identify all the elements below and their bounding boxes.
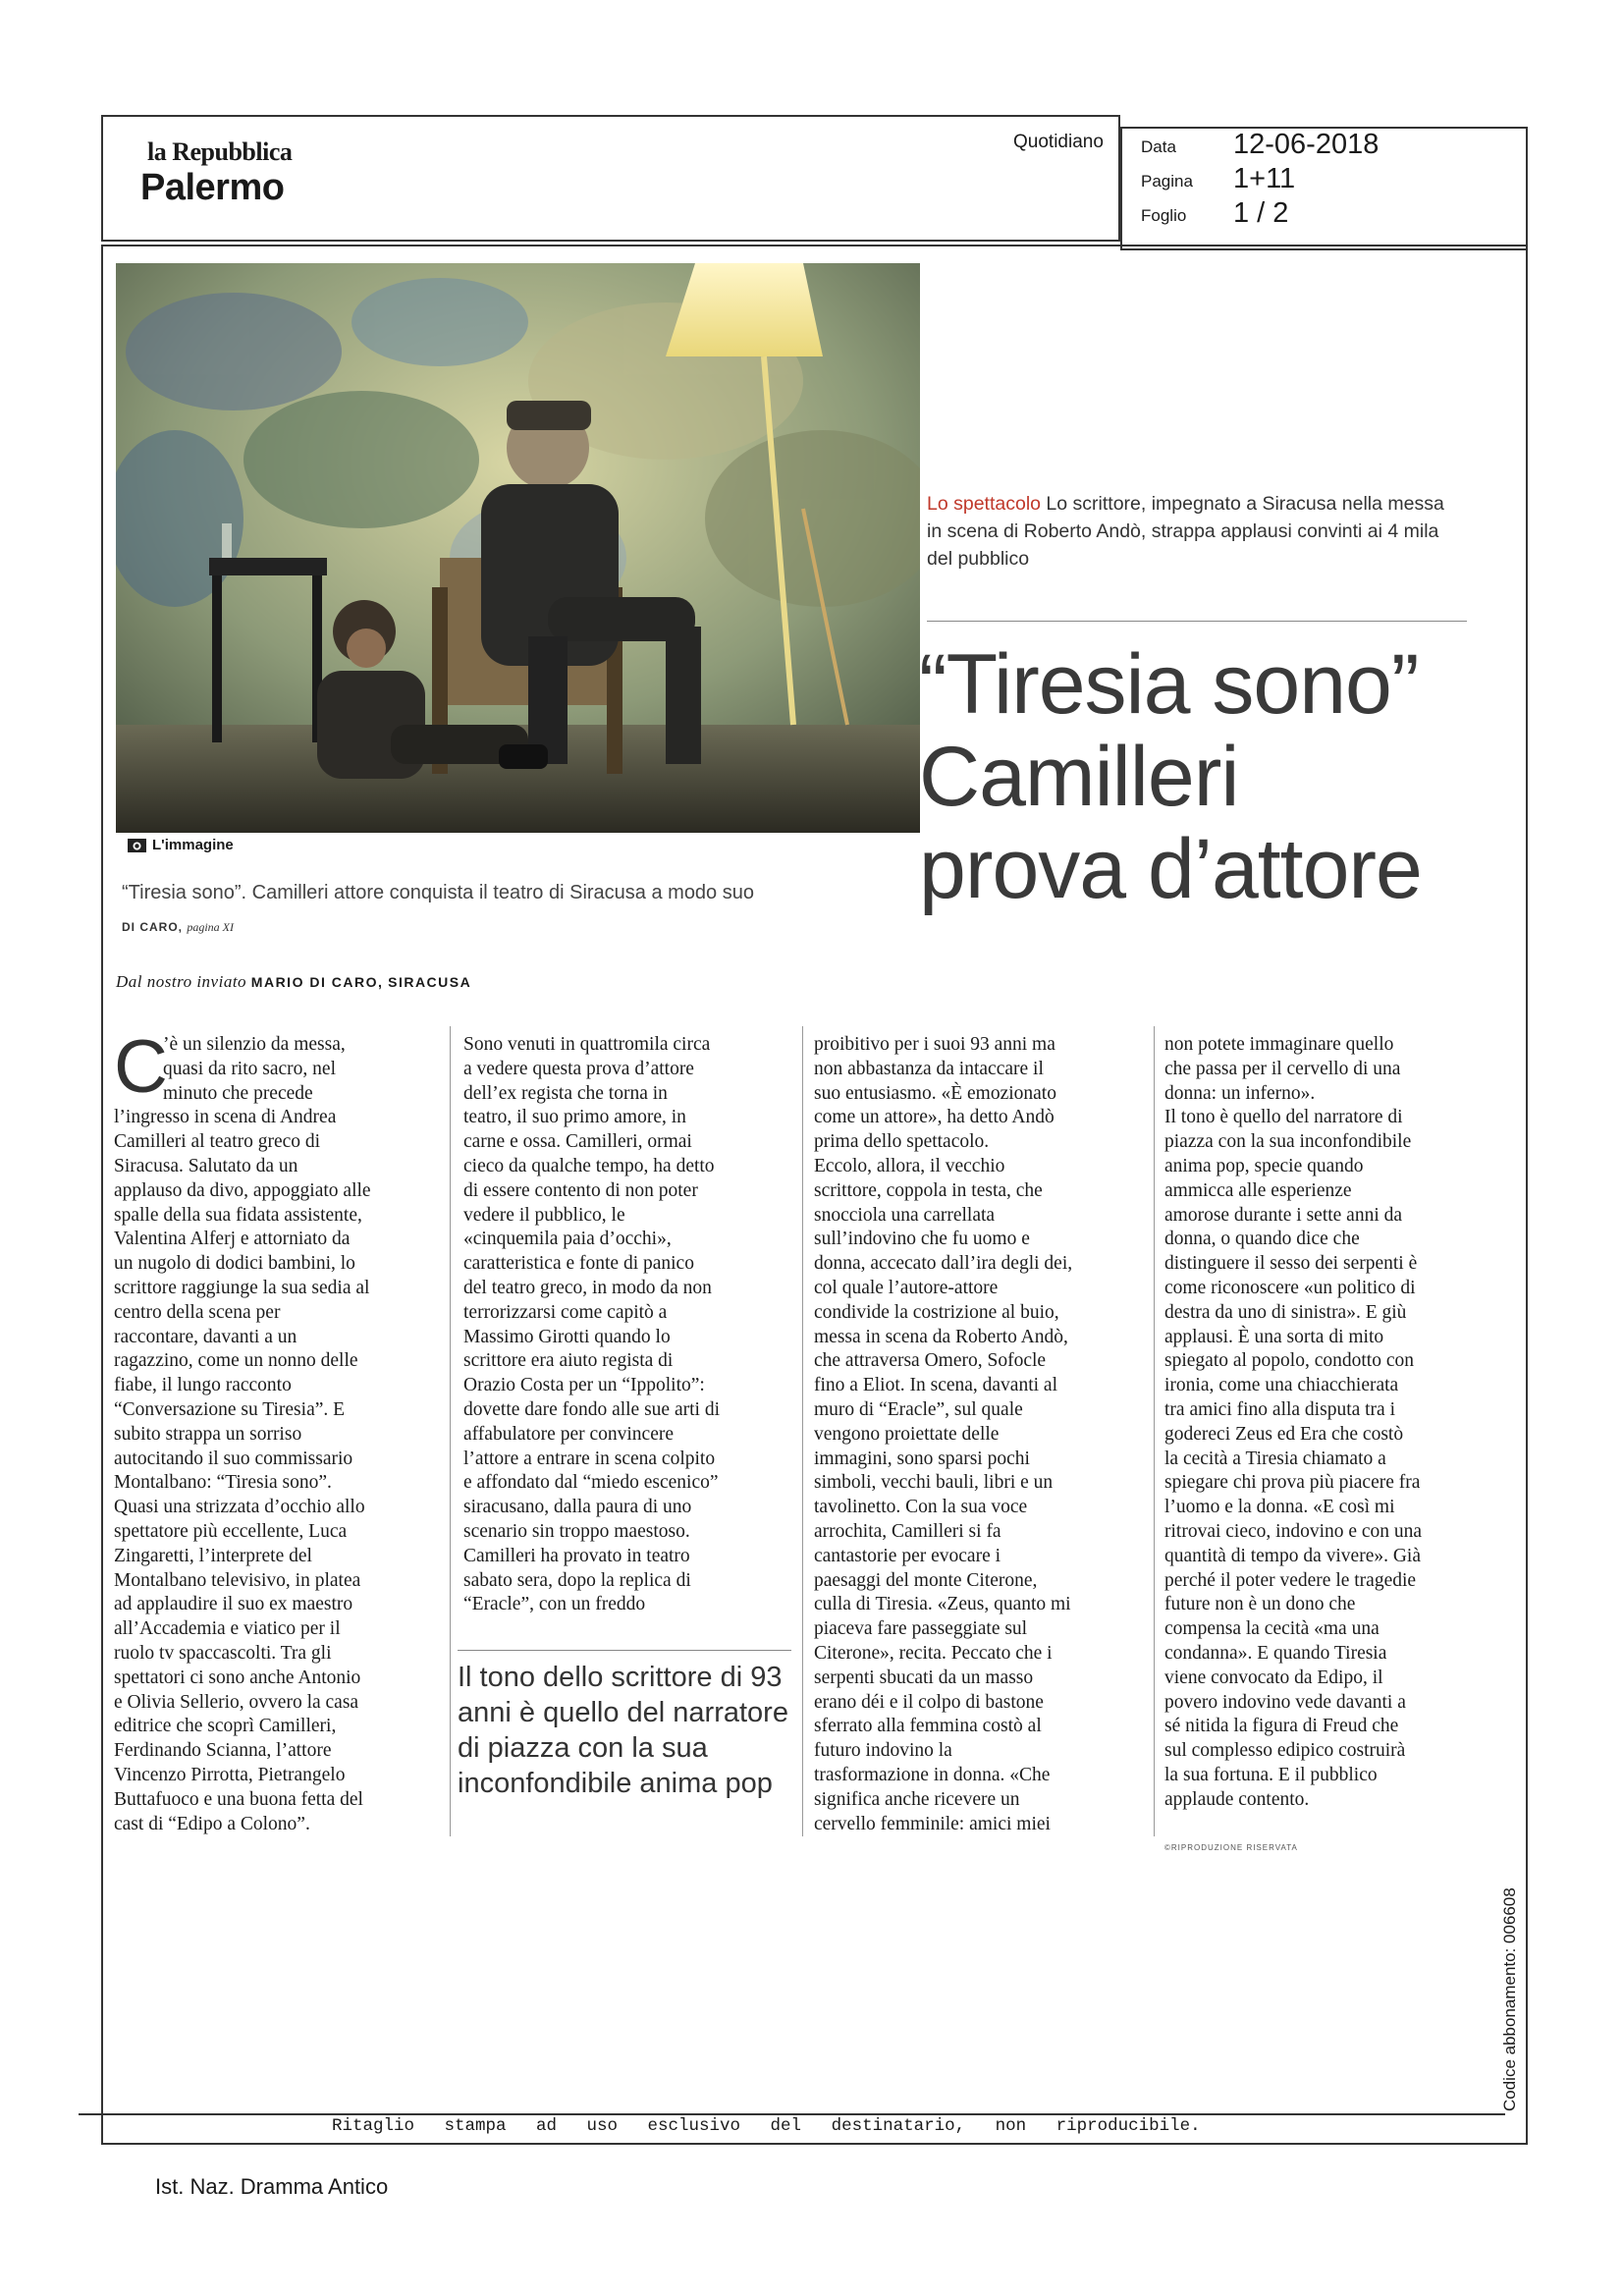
article-line: e Olivia Sellerio, ovvero la casa bbox=[114, 1691, 359, 1713]
article-line: donna, o quando dice che bbox=[1164, 1229, 1360, 1250]
article-line: Citerone», recita. Peccato che i bbox=[814, 1642, 1053, 1664]
article-line: spalle della sua fidata assistente, bbox=[114, 1204, 362, 1226]
article-line: sabato sera, dopo la replica di bbox=[463, 1569, 691, 1591]
publication-edition: Palermo bbox=[140, 167, 285, 208]
drop-cap: C bbox=[114, 1025, 168, 1109]
data-value: 12-06-2018 bbox=[1233, 129, 1380, 160]
article-line: sull’indovino che fu uomo e bbox=[814, 1229, 1030, 1250]
byline-author: MARIO DI CARO, bbox=[250, 974, 384, 990]
article-line: Montalbano televisivo, in platea bbox=[114, 1569, 361, 1591]
image-label: L'immagine bbox=[152, 837, 234, 853]
camera-icon bbox=[128, 839, 146, 852]
side-caption-text: Lo scrittore, impegnato a Siracusa nella messa in scena di Roberto Andò, strappa applausi convinti ai 4 mila del pubblico bbox=[927, 493, 1444, 570]
article-line: un nugolo di dodici bambini, lo bbox=[114, 1253, 355, 1275]
article-line: Camilleri ha provato in teatro bbox=[463, 1545, 690, 1566]
article-line: tra amici fino alla disputa tra i bbox=[1164, 1398, 1395, 1420]
headline-line-1: “Tiresia sono” bbox=[919, 637, 1419, 732]
article-line: “Eracle”, con un freddo bbox=[463, 1594, 646, 1615]
article-line: l’uomo e la donna. «E così mi bbox=[1164, 1497, 1395, 1518]
publication-name: la Repubblica bbox=[147, 137, 293, 166]
article-line: fiabe, il lungo racconto bbox=[114, 1375, 292, 1396]
article-line: spiegato al popolo, condotto con bbox=[1164, 1350, 1414, 1372]
foglio-label: Foglio bbox=[1141, 206, 1187, 225]
article-line: Il tono è quello del narratore di bbox=[1164, 1107, 1403, 1128]
article-line: trasformazione in donna. «Che bbox=[814, 1764, 1051, 1785]
article-line: vengono proiettate delle bbox=[814, 1423, 1000, 1445]
article-line: piazza con la sua inconfondibile bbox=[1164, 1131, 1412, 1153]
article-line: col quale l’autore-attore bbox=[814, 1277, 999, 1298]
article-line: scrittore, coppola in testa, che bbox=[814, 1179, 1043, 1201]
pullquote-rule bbox=[458, 1650, 791, 1651]
article-line: la cecità a Tiresia chiamato a bbox=[1164, 1448, 1386, 1469]
article-line: condanna». E quando Tiresia bbox=[1164, 1642, 1387, 1664]
article-line: messa in scena da Roberto Andò, bbox=[814, 1326, 1068, 1347]
article-column-1 bbox=[114, 1025, 487, 1836]
article-line: erano déi e il colpo di bastone bbox=[814, 1691, 1044, 1713]
article-line: cast di “Edipo a Colono”. bbox=[114, 1813, 310, 1834]
article-line: scrittore raggiunge la sua sedia al bbox=[114, 1277, 370, 1298]
article-line: sul complesso edipico costruirà bbox=[1164, 1740, 1406, 1762]
article-line: suo entusiasmo. «È emozionato bbox=[814, 1082, 1056, 1104]
article-column-3 bbox=[814, 1033, 1143, 1836]
article-line: centro della scena per bbox=[114, 1301, 281, 1323]
publication-type: Quotidiano bbox=[1013, 132, 1104, 152]
article-line: ’è un silenzio da messa, bbox=[163, 1034, 346, 1055]
article-line: perché il poter vedere le tragedie bbox=[1164, 1569, 1417, 1591]
article-column-4 bbox=[1164, 1033, 1493, 1813]
photo-side-caption bbox=[927, 490, 1457, 573]
foglio-value: 1 / 2 bbox=[1233, 197, 1289, 229]
pullquote: Il tono dello scrittore di 93 anni è quello del narratore di piazza con la sua inconfondibile anima pop bbox=[458, 1662, 788, 1799]
article-line: siracusano, dalla paura di uno bbox=[463, 1497, 692, 1518]
article-line: prima dello spettacolo. bbox=[814, 1131, 990, 1153]
article-line: cieco da qualche tempo, ha detto bbox=[463, 1155, 715, 1176]
article-line: Sono venuti in quattromila circa bbox=[463, 1034, 711, 1055]
article-line: Zingaretti, l’interprete del bbox=[114, 1545, 312, 1566]
image-ref-author: DI CARO, bbox=[122, 920, 183, 934]
column-rule bbox=[802, 1026, 803, 1836]
column-rule bbox=[450, 1026, 451, 1836]
article-line: Massimo Girotti quando lo bbox=[463, 1326, 671, 1347]
article-line: affabulatore per convincere bbox=[463, 1423, 675, 1445]
pagina-label: Pagina bbox=[1141, 172, 1193, 191]
article-line: editrice che scoprì Camilleri, bbox=[114, 1716, 337, 1737]
article-line: spettatore più eccellente, Luca bbox=[114, 1520, 348, 1542]
article-line: Vincenzo Pirrotta, Pietrangelo bbox=[114, 1764, 346, 1785]
data-label: Data bbox=[1141, 137, 1176, 156]
article-line: come un attore», ha detto Andò bbox=[814, 1107, 1055, 1128]
article-line: spettatori ci sono anche Antonio bbox=[114, 1667, 361, 1688]
article-line: quasi da rito sacro, nel bbox=[163, 1058, 336, 1079]
article-line: applauso da divo, appoggiato alle bbox=[114, 1179, 371, 1201]
article-line: dell’ex regista che torna in bbox=[463, 1082, 668, 1104]
byline bbox=[116, 972, 471, 992]
article-line: che passa per il cervello di una bbox=[1164, 1058, 1401, 1079]
article-line: muro di “Eracle”, sul quale bbox=[814, 1398, 1023, 1420]
article-line: Montalbano: “Tiresia sono”. bbox=[114, 1472, 332, 1494]
article-line: proibitivo per i suoi 93 anni ma bbox=[814, 1034, 1055, 1055]
article-line: Camilleri al teatro greco di bbox=[114, 1131, 321, 1153]
article-line: godereci Zeus ed Era che costò bbox=[1164, 1423, 1404, 1445]
article-line: piaceva fare passeggiate sul bbox=[814, 1618, 1028, 1640]
article-line: minuto che precede bbox=[163, 1082, 313, 1104]
article-line: arrochita, Camilleri si fa bbox=[814, 1520, 1001, 1542]
article-line: raccontare, davanti a un bbox=[114, 1326, 298, 1347]
article-line: anima pop, specie quando bbox=[1164, 1155, 1364, 1176]
column-rule bbox=[1154, 1026, 1155, 1836]
article-line: paesaggi del monte Citerone, bbox=[814, 1569, 1038, 1591]
article-line: a vedere questa prova d’attore bbox=[463, 1058, 694, 1079]
article-line: vedere il pubblico, le bbox=[463, 1204, 625, 1226]
article-line: sferrato alla femmina costò al bbox=[814, 1716, 1042, 1737]
headline bbox=[919, 638, 1518, 915]
article-line: non potete immaginare quello bbox=[1164, 1034, 1394, 1055]
article-line: del teatro greco, in modo da non bbox=[463, 1277, 712, 1298]
article-line: terrorizzarsi come capitò a bbox=[463, 1301, 668, 1323]
article-line: e affondato dal “miedo escenico” bbox=[463, 1472, 719, 1494]
footer-rule bbox=[79, 2113, 1505, 2115]
article-line: spiegare chi prova più piacere fra bbox=[1164, 1472, 1421, 1494]
article-line: cantastorie per evocare i bbox=[814, 1545, 1001, 1566]
article-line: futuro indovino la bbox=[814, 1740, 952, 1762]
article-line: scenario sin troppo maestoso. bbox=[463, 1520, 690, 1542]
article-line: Buttafuoco e una buona fetta del bbox=[114, 1788, 363, 1810]
article-line: future non è un dono che bbox=[1164, 1594, 1356, 1615]
headline-line-2: Camilleri bbox=[919, 730, 1239, 824]
article-line: applaude contento. bbox=[1164, 1788, 1310, 1810]
article-line: ruolo tv spaccascolti. Tra gli bbox=[114, 1642, 332, 1664]
footer-notice: Ritaglio stampa ad uso esclusivo del destinatario, non riproducibile. bbox=[332, 2116, 1201, 2136]
article-line: immagini, sono sparsi pochi bbox=[814, 1448, 1030, 1469]
article-line: teatro, il suo primo amore, in bbox=[463, 1107, 686, 1128]
article-line: autocitando il suo commissario bbox=[114, 1448, 353, 1469]
article-line: Eccolo, allora, il vecchio bbox=[814, 1155, 1005, 1176]
article-line: dovette dare fondo alle sue arti di bbox=[463, 1398, 720, 1420]
article-line: significa anche ricevere un bbox=[814, 1788, 1020, 1810]
side-caption-lead: Lo spettacolo bbox=[927, 493, 1042, 515]
article-line: scrittore era aiuto regista di bbox=[463, 1350, 674, 1372]
stage-photo bbox=[116, 263, 920, 833]
headline-line-3: prova d’attore bbox=[919, 822, 1422, 916]
image-ref-page: pagina XI bbox=[187, 920, 235, 934]
article-line: “Conversazione su Tiresia”. E bbox=[114, 1398, 346, 1420]
article-line: destra da uno di sinistra». E giù bbox=[1164, 1301, 1407, 1323]
byline-prefix: Dal nostro inviato bbox=[116, 972, 247, 991]
image-reference bbox=[122, 920, 234, 935]
article-line: la sua fortuna. E il pubblico bbox=[1164, 1764, 1378, 1785]
article-line: all’Accademia e viatico per il bbox=[114, 1618, 341, 1640]
article-line: culla di Tiresia. «Zeus, quanto mi bbox=[814, 1594, 1071, 1615]
pagina-value: 1+11 bbox=[1233, 163, 1296, 194]
article-line: amorose durante i sette anni da bbox=[1164, 1204, 1403, 1226]
article-line: Valentina Alferj e attorniato da bbox=[114, 1229, 351, 1250]
article-line: Ferdinando Scianna, l’attore bbox=[114, 1740, 332, 1762]
article-line: Quasi una strizzata d’occhio allo bbox=[114, 1497, 365, 1518]
article-line: carne e ossa. Camilleri, ormai bbox=[463, 1131, 692, 1153]
article-line: viene convocato da Edipo, il bbox=[1164, 1667, 1383, 1688]
article-line: ironia, come una chiacchierata bbox=[1164, 1375, 1399, 1396]
article-line: applausi. È una sorta di mito bbox=[1164, 1326, 1384, 1347]
article-line: donna: un inferno». bbox=[1164, 1082, 1316, 1104]
article-line: Orazio Costa per un “Ippolito”: bbox=[463, 1375, 705, 1396]
article-line: sé nitida la figura di Freud che bbox=[1164, 1716, 1399, 1737]
byline-place: SIRACUSA bbox=[388, 974, 472, 990]
article-line: compensa la cecità «ma una bbox=[1164, 1618, 1380, 1640]
article-line: caratteristica e fonte di panico bbox=[463, 1253, 694, 1275]
article-line: l’ingresso in scena di Andrea bbox=[114, 1107, 337, 1128]
article-line: tavolinetto. Con la sua voce bbox=[814, 1497, 1028, 1518]
article-line: distinguere il sesso dei serpenti è bbox=[1164, 1253, 1418, 1275]
article-line: Siracusa. Salutato da un bbox=[114, 1155, 298, 1176]
article-line: ritrovai cieco, indovino e con una bbox=[1164, 1520, 1423, 1542]
article-column-2 bbox=[463, 1033, 792, 1617]
article-line: non abbastanza da intaccare il bbox=[814, 1058, 1044, 1079]
article-line: ragazzino, come un nonno delle bbox=[114, 1350, 358, 1372]
archive-label: Ist. Naz. Dramma Antico bbox=[155, 2174, 389, 2199]
copyright-note: ©RIPRODUZIONE RISERVATA bbox=[1164, 1843, 1298, 1852]
article-line: condivide la costrizione al buio, bbox=[814, 1301, 1059, 1323]
article-line: ad applaudire il suo ex maestro bbox=[114, 1594, 353, 1615]
article-line: l’attore a entrare in scena colpito bbox=[463, 1448, 716, 1469]
article-line: serpenti sbucati da un masso bbox=[814, 1667, 1034, 1688]
article-line: fino a Eliot. In scena, davanti al bbox=[814, 1375, 1057, 1396]
article-line: subito strappa un sorriso bbox=[114, 1423, 302, 1445]
article-line: snocciola una carrellata bbox=[814, 1204, 996, 1226]
article-line: cervello femminile: amici miei bbox=[814, 1813, 1051, 1834]
article-line: di essere contento di non poter bbox=[463, 1179, 698, 1201]
article-line: ammicca alle esperienze bbox=[1164, 1179, 1352, 1201]
subscription-code: Codice abbonamento: 006608 bbox=[1500, 1887, 1519, 2111]
article-line: povero indovino vede davanti a bbox=[1164, 1691, 1406, 1713]
article-line: donna, accecato dall’ira degli dei, bbox=[814, 1253, 1073, 1275]
article-line: «cinquemila paia d’occhi», bbox=[463, 1229, 672, 1250]
article-line: che attraversa Omero, Sofocle bbox=[814, 1350, 1047, 1372]
article-line: come riconoscere «un politico di bbox=[1164, 1277, 1416, 1298]
article-line: quantità di tempo da vivere». Già bbox=[1164, 1545, 1422, 1566]
image-caption: “Tiresia sono”. Camilleri attore conquista il teatro di Siracusa a modo suo bbox=[122, 882, 754, 903]
divider bbox=[927, 621, 1467, 622]
article-line: simboli, vecchi bauli, libri e un bbox=[814, 1472, 1054, 1494]
